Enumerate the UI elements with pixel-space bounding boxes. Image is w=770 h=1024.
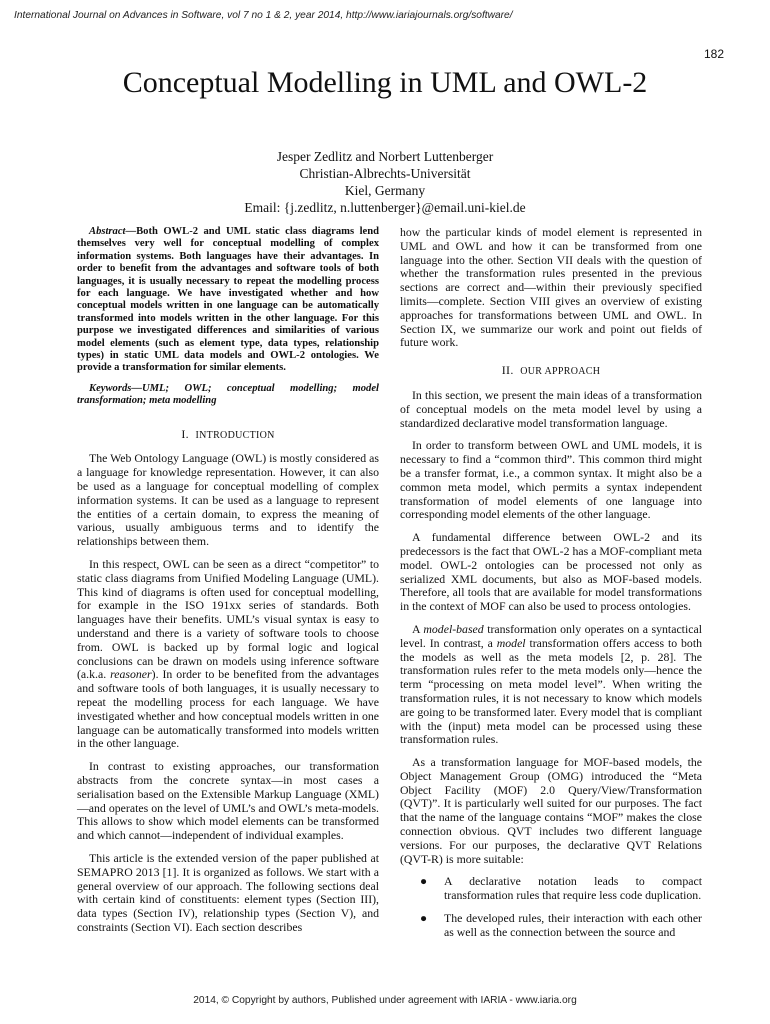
abstract-label: Abstract: [89, 226, 126, 237]
approach-paragraph-4: [400, 623, 702, 747]
section-heading-introduction: [77, 428, 379, 443]
abstract-text: —Both OWL-2 and UML static class diagrams lend themselves very well for conceptual modelling of complex information systems. Both languages have their advantages. In order to benefit from the advantages and software tools of both languages, it is usually necessary to repeat the modelling process for each language. We have investigated whether and how conceptual models written in one language can be automatically transformed into models written in the other language. For this purpose we investigated differences and similarities of various model elements (such as element type, data types, relationship types) in static UML data models and OWL-2 ontologies. We provide a transformation for similar elements.: [77, 226, 379, 374]
intro-paragraph-4: This article is the extended version of the paper published at SEMAPRO 2013 [1]. It is organized as follows. We start with a general overview of our approach. The following sections deal with certain kind of constituents: element types (Section III), data types (Section IV), relationship types (Section V), and constraints (Section VI). Each section describes: [77, 851, 379, 934]
right-paragraph-0: how the particular kinds of model element is represented in UML and OWL and how it can be transformed from one language into the other. Section VII deals with the question of whether the transformation rules presented in the previous sections are correct and—within their previously specified limits—complete. Section VIII gives an overview of existing approaches for transformations between UML and OWL. In Section IX, we summarize our work and point out fields of future work.: [400, 225, 702, 350]
approach-p4-text-b: transformation only operates on a syntactical level. In contrast, a: [400, 621, 702, 650]
intro-paragraph-3: In contrast to existing approaches, our transformation abstracts from the concrete syntax—in most cases a serialisation based on the Extensible Markup Language (XML)—and operates on the level of UML’s and OWL’s meta-models. This allows to show which model elements can be transformed and which cannot—independent of individual examples.: [77, 759, 379, 843]
approach-paragraph-3: A fundamental difference between OWL-2 and its predecessors is the fact that OWL-2 has a MOF-compliant meta model. OWL-2 ontologies can be processed not only as serialized XML documents, but also as MOF-based models. Therefore, all tools that are available for model transformations in the context of MOF can also be used to process ontologies.: [400, 530, 702, 614]
keywords: [77, 383, 379, 408]
author-block: [0, 148, 770, 216]
section-title: OUR APPROACH: [520, 366, 601, 378]
section-title: INTRODUCTION: [195, 429, 275, 441]
approach-p4-emphasis-1: model-based: [423, 621, 484, 636]
approach-p4-text-a: A: [412, 621, 424, 636]
approach-p4-emphasis-2: model: [496, 635, 526, 650]
left-column: [77, 226, 379, 944]
list-item: [400, 912, 702, 940]
approach-p4-text-c: transformation offers access to both the models as well as the meta models [2, p. 28]. The transformation rules refer to the meta models only—hence the term “processing on meta model level”. When writing the transformation rules, it is not necessary to know which models are going to be transformed later. Every model that is compliant with the (input) meta model can be processed using these transformation rules.: [400, 635, 702, 747]
email: Email: {j.zedlitz, n.luttenberger}@email.uni-kiel.de: [244, 200, 526, 215]
section-heading-approach: [400, 364, 702, 379]
list-item-text: A declarative notation leads to compact transformation rules that require less code duplication.: [444, 874, 702, 903]
list-item: [400, 875, 702, 903]
bullet-icon: ●: [420, 874, 428, 889]
approach-paragraph-1: In this section, we present the main ideas of a transformation of conceptual models on the meta model level by using a standardized declarative model transformation language.: [400, 387, 702, 430]
intro-p2-text-a: In this respect, OWL can be seen as a direct “competitor” to static class diagrams from Unified Modeling Language (UML). This kind of diagrams is often used for conceptual modelling, for example in the ISO 191xx series of standards. Both languages have their benefits. UML’s visual syntax is easy to understand and there is a variety of software tools to choose from. OWL is backed up by formal logic and logical conclusions can be drawn on models using inference software (a.k.a.: [77, 557, 379, 682]
keywords-label: Keywords: [89, 382, 132, 394]
right-column: [400, 226, 702, 949]
keywords-text: —UML; OWL; conceptual modelling; model transformation; meta modelling: [77, 382, 379, 407]
list-item-text: The developed rules, their interaction with each other as well as the connection between the source and: [444, 911, 702, 939]
bullet-icon: ●: [420, 911, 428, 926]
section-number: II.: [501, 363, 514, 378]
journal-header: International Journal on Advances in Software, vol 7 no 1 & 2, year 2014, http://www.iariajournals.org/software/: [14, 10, 513, 21]
bullet-list: [400, 875, 702, 939]
intro-p2-text-b: ). In order to be benefited from the advantages and software tools of both languages, it is usually necessary to repeat the modelling process for each language. We have investigated whether and how conceptual models written in one language can be automatically transformed into models written in the other language.: [77, 667, 379, 751]
intro-p2-emphasis: reasoner: [110, 667, 152, 682]
affiliation: Christian-Albrechts-Universität: [299, 166, 471, 181]
intro-paragraph-2: [77, 558, 379, 751]
location: Kiel, Germany: [344, 183, 426, 198]
intro-paragraph-1: The Web Ontology Language (OWL) is mostly considered as a language for knowledge representation. However, it can also be used as a language for conceptual modelling of complex information systems. It can be used as a language to represent the entities of a certain domain, to express the meaning of various, usually ambiguous terms and to identify the relationships between them.: [77, 451, 379, 549]
paper-title: Conceptual Modelling in UML and OWL-2: [122, 66, 648, 99]
approach-paragraph-5: As a transformation language for MOF-based models, the Object Management Group (OMG) introduced the “Meta Object Facility (MOF) 2.0 Query/View/Transformation (QVT)”. It is particularly well suited for our purposes. The fact that the name of the language contains “MOF” makes the close connection obvious. QVT includes two different language versions. For our purposes, the declarative QVT Relations (QVT-R) is more suitable:: [400, 755, 702, 866]
abstract: [77, 226, 379, 375]
approach-paragraph-2: In order to transform between OWL and UML models, it is necessary to find a “common third”. This common third might be a transfer format, i.e., a common syntax. It might also be a common meta model, which permits a syntax independent transformation of model elements of one language into corresponding model elements of the other language.: [400, 438, 702, 522]
section-number: I.: [181, 426, 189, 441]
page-number: 182: [703, 47, 724, 61]
author-names: Jesper Zedlitz and Norbert Luttenberger: [276, 149, 494, 164]
copyright-footer: 2014, © Copyright by authors, Published under agreement with IARIA - www.iaria.org: [193, 995, 577, 1006]
